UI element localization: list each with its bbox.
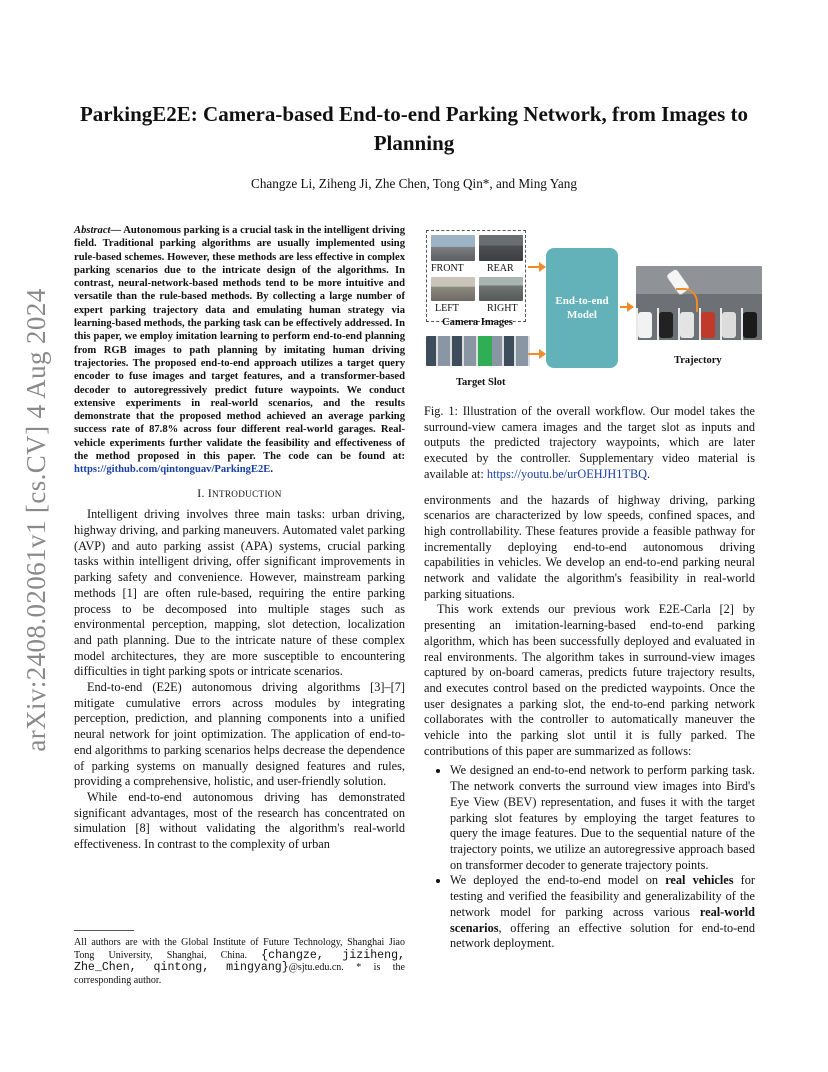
caption-end: . [647,466,651,481]
footnote-emails: {changze, jiziheng, Zhe_Chen, qintong, mingyang} [74,948,405,975]
arrow-icon [620,306,628,308]
parked-car [722,312,736,338]
section-initial: I [207,486,213,500]
model-label: End-to-end Model [555,295,609,321]
front-camera-image [431,235,475,261]
abstract-end: . [270,464,273,476]
target-slot-label: Target Slot [456,377,506,388]
caption-text: Fig. 1: Illustration of the overall workflow. Our model takes the surround-view camera images and the target slot as inputs and outputs the predicted trajectory waypoints, which are later executed by the controller. Supplementary video material is available at: [424,404,755,481]
paragraph: End-to-end (E2E) autonomous driving algorithms [3]–[7] mitigate cumulative errors across modules by integrating perception, prediction, and planning components into a unified neural network for joint optimization. The application of end-to-end algorithms to parking scenarios helps decrease the dependence of parking systems on manually designed features and rules, providing a comprehensive, holistic, and user-friendly solution. [74,680,405,789]
code-link[interactable]: https://github.com/qintonguav/ParkingE2E [74,464,271,476]
rear-camera-image [479,235,523,261]
figure-caption [424,404,755,483]
trajectory-label: Trajectory [674,355,722,366]
section-heading-introduction [74,486,405,503]
target-slot-highlight [478,336,492,366]
paper-authors: Changze Li, Ziheng Ji, Zhe Chen, Tong Qin*, and Ming Yang [251,176,577,191]
cam-label-right: RIGHT [487,303,518,314]
footnote-text: All authors are with the Global Institute of Future Technology, Shanghai Jiao Tong University, Shanghai, China. [74,937,405,961]
paragraph: While end-to-end autonomous driving has demonstrated significant advantages, most of the research has concentrated on simulation [8] without validating the algorithm's real-world effectiveness. In contrast to the complexity of urban [74,790,405,852]
paragraph: Intelligent driving involves three main tasks: urban driving, highway driving, and parking maneuvers. Automated valet parking (AVP) and auto parking assist (APA) systems, crucial parking tasks within intelligent driving, offer significant improvements in parking safety and convenience. However, mainstream parking methods [1] are often rule-based, requiring the entire parking process to be decomposed into multiple stages such as environmental perception, mapping, slot detection, localization and path planning. Due to the intricate nature of these complex model architectures, they are more susceptible to encountering difficulties in tight parking spots or intricate scenarios. [74,507,405,679]
section-number: I. [197,486,208,500]
figure-workflow [424,226,764,398]
parked-car [743,312,757,338]
target-slot-image [426,336,530,366]
paragraph: environments and the hazards of highway driving, parking scenarios are characterized by low speeds, confined spaces, and high controllability. These features provide a feasible pathway for incrementally deploying end-to-end autonomous driving capabilities in vehicles. We develop an end-to-end parking neural network and validate the algorithm's feasibility in real-world parking situations. [424,492,755,601]
right-camera-image [479,277,523,301]
contributions-list [424,763,755,951]
right-column [424,404,755,952]
bullet-bold: real vehicles [665,873,734,888]
cam-label-front: FRONT [431,263,464,274]
footnote-text-end: @sjtu.edu.cn. * is the corresponding author. [74,962,405,986]
paragraph: This work extends our previous work E2E-Carla [2] by presenting an imitation-learning-based end-to-end parking algorithm, which has been successfully deployed and evaluated in real environments. The algorithm takes in surround-view images captured by on-board cameras, predicts future trajectory results, and executes control based on the predicted waypoints. Once the user designates a parking slot, the end-to-end parking network collaborates with the controller to automatically maneuver the vehicle into the parking slot until it is fully parked. The contributions of this paper are summarized as follows: [424,602,755,758]
list-item [450,763,755,873]
arrow-icon [528,353,540,355]
parked-car [659,312,673,338]
left-column [74,224,405,853]
end-to-end-model-box [546,248,618,368]
bullet-text: We designed an end-to-end network to perform parking task. The network converts the surround view images into Bird's Eye View (BEV) representation, and fuses it with the target parking slot features by employing the target features to query the image features. Due to the sequential nature of the trajectory points, we utilize an autoregressive approach based on transformer decoder to generate trajectory points. [450,763,755,872]
cam-label-rear: REAR [487,263,514,274]
footnote-rule [74,930,134,931]
bullet-text: , offering an effective solution for end-to-end network deployment. [450,920,755,951]
section-name: NTRODUCTION [212,488,282,499]
abstract [74,224,405,477]
left-camera-image [431,277,475,301]
paper-title: ParkingE2E: Camera-based End-to-end Parking Network, from Images to Planning [79,102,749,155]
abstract-label: Abstract [74,225,111,236]
arxiv-stamp: arXiv:2408.02061v1 [cs.CV] 4 Aug 2024 [21,288,51,752]
bullet-text: for testing and verified the feasibility and generalizability of the network model for parking across various [450,873,756,919]
arrow-icon [528,266,540,268]
bullet-text: We deployed the end-to-end model on [450,873,666,888]
parked-car [701,312,715,338]
camera-images-box [426,230,526,322]
video-link[interactable]: https://youtu.be/urOEHJH1TBQ [486,466,648,481]
bullet-bold: real-world scenarios [450,904,755,935]
parked-car [680,312,694,338]
trajectory-image [636,266,762,340]
abstract-text: — Autonomous parking is a crucial task in the intelligent driving field. Traditional parking algorithms are usually implemented using rule-based schemes. However, these methods are less effective in complex parking scenarios due to the intricate design of the algorithms. In contrast, neural-network-based methods tend to be more intuitive and versatile than the rule-based methods. By collecting a large number of expert parking trajectory data and emulating human strategy via learning-based methods, the parking task can be effectively addressed. In this paper, we employ imitation learning to perform end-to-end planning from RGB images to path planning by imitating human driving trajectories. The proposed end-to-end approach utilizes a target query encoder to fuse images and target features, and a transformer-based decoder to autoregressively predict future waypoints. We conduct extensive experiments in real-world scenarios, and the results demonstrate that the proposed method achieved an average parking success rate of 87.8% across four different real-world garages. Real-vehicle experiments further validate the feasibility and effectiveness of the method proposed in this paper. The code can be found at: [74,225,405,463]
trajectory-path [676,288,698,312]
parked-car [638,312,652,338]
list-item [450,873,755,952]
cam-label-left: LEFT [435,303,459,314]
footnote [74,937,405,987]
camera-images-label: Camera Images [442,317,513,328]
